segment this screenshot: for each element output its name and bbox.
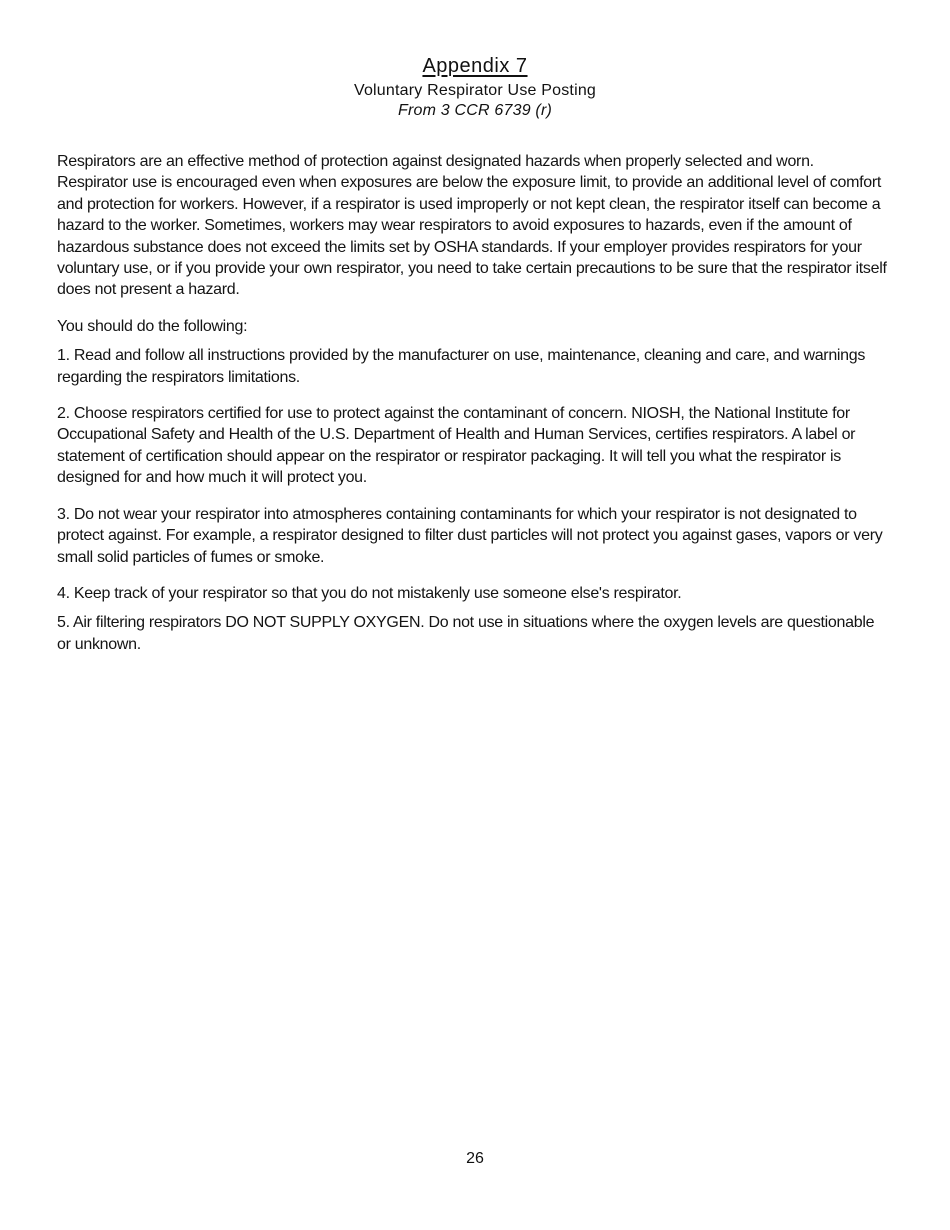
instruction-item-2: 2. Choose respirators certified for use to protect against the contaminant of concern. NIOSH, the National Institute for Occupational Safety and Health of the U.S. Department of Health and Human Services, certifies respirators. A label or statement of certification should appear on the respirator or respirator packaging. It will tell you what the respirator is designed for and how much it will protect you. [57,405,856,487]
instruction-item-1: 1. Read and follow all instructions provided by the manufacturer on use, maintenance, cleaning and care, and warnings regarding the respirators limitations. [57,347,866,386]
intro-paragraph: Respirators are an effective method of protection against designated hazards when properly selected and worn. Respirator use is encouraged even when exposures are below the exposure limit, to provide an additional level of comfort and protection for workers. However, if a respirator is used improperly or not kept clean, the respirator itself can become a hazard to the worker. Sometimes, workers may wear respirators to avoid exposures to hazards, even if the amount of hazardous substance does not exceed the limits set by OSHA standards. If your employer provides respirators for your voluntary use, or if you provide your own respirator, you need to take certain precautions to be sure that the respirator itself does not present a hazard. [57,153,887,299]
document-header [0,0,950,120]
lead-in-text: You should do the following: [57,317,248,335]
instruction-item-4: 4. Keep track of your respirator so that you do not mistakenly use someone else's respirator. [57,584,682,602]
page-number: 26 [466,1150,484,1167]
document-subtitle: Voluntary Respirator Use Posting [353,82,597,99]
document-body [57,120,887,655]
page-footer [0,1150,950,1168]
page-title: Appendix 7 [422,55,528,77]
instruction-item-3: 3. Do not wear your respirator into atmospheres containing contaminants for which your respirator is not designated to protect against. For example, a respirator designed to filter dust particles will not protect you against gases, vapors or very small solid particles of fumes or smoke. [57,505,883,566]
source-citation: From 3 CCR 6739 (r) [397,102,553,119]
instruction-item-5: 5. Air filtering respirators DO NOT SUPPLY OXYGEN. Do not use in situations where the oxygen levels are questionable or unknown. [57,614,875,653]
